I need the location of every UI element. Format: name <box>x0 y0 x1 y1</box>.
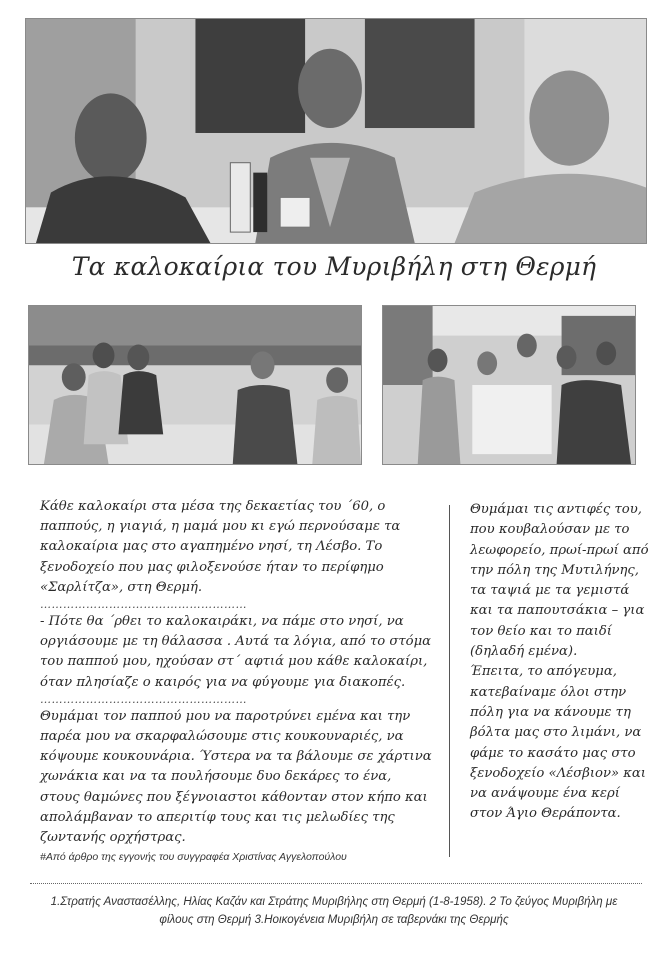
paragraph-evening-walk: Έπειτα, το απόγευμα, κατεβαίναμε όλοι στην πόλη για να κάνουμε τη βόλτα μας στο λιμάνι, να φάμε το κασάτο μας στο ξενοδοχείο «Λέσβιον» και να ανάψουμε ένα κερί στον Άγιο Θεράποντα. <box>470 664 646 822</box>
column-divider <box>449 505 450 857</box>
dotted-separator: ……………………………………………… <box>40 598 247 612</box>
article-right-column <box>470 500 650 825</box>
photo-right-illustration <box>383 306 635 464</box>
photo-three-men-at-table <box>25 18 647 244</box>
article-left-column <box>40 497 432 865</box>
caption-separator <box>30 883 642 884</box>
dotted-separator: ……………………………………………… <box>40 692 247 706</box>
article-title: Τα καλοκαίρια του Μυριβήλη στη Θερμή <box>71 252 597 281</box>
paragraph-summers: Κάθε καλοκαίρι στα μέσα της δεκαετίας του ΄60, ο παππούς, η γιαγιά, η μαμά μου κι εγώ περνούσαμε τα καλοκαίρια μας στο αγαπημένο νησί, τη Λέσβο. Το ξενοδοχείο που μας φιλοξενούσε ήταν το περίφημο «Σαρλίτζα», στη Θερμή. <box>40 499 401 595</box>
photo-captions: 1.Στρατής Αναστασέλλης, Ηλίας Καζάν και Στράτης Μυριβήλης στη Θερμή (1-8-1958). 2 Το ζεύγος Μυριβήλη με φίλους στη Θερμή 3.Ηοικογένεια Μυριβήλη σε ταβερνάκι της Θερμής <box>50 895 618 926</box>
paragraph-relatives: Θυμάμαι τις αντιφές του, που κουβαλούσαν με το λεωφορείο, πρωί-πρωί από την πόλη της Μυτιλήνης, τα ταψιά με τα γεμιστά και τα παπουτσάκια – για τον θείο και το παιδί (δηλαδή εμένα). <box>470 502 649 660</box>
paragraph-pine-cones: Θυμάμαι τον παππού μου να παροτρύνει εμένα και την παρέα μου να σκαρφαλώσουμε στις κουκουναριές, να κόψουμε κουκουνάρια. Ύστερα να τα βάλουμε σε χάρτινα χωνάκια και να τα πουλήσουμε δυο δεκάρες το ένα, στους θαμώνες που ξέγνοιαστοι κάθονταν στον κήπο και απολάμβαναν το απεριτίφ τους και τις μελωδίες της ζωντανής ορχήστρας. <box>40 708 432 846</box>
photo-left-illustration <box>29 306 361 464</box>
paragraph-grandfather-quote: - Πότε θα ΄ρθει το καλοκαιράκι, να πάμε στο νησί, να οργιάσουμε με τη θάλασσα . Αυτά τα λόγια, από το στόμα του παππού μου, ηχούσαν στ΄ αφτιά μου κάθε καλοκαίρι, όταν πλησίαζε ο καιρός για να φύγουμε για διακοπές. <box>40 614 432 690</box>
photo-family-at-tavern <box>382 305 636 465</box>
article-source: #Από άρθρο της εγγονής του συγγραφέα Χριστίνας Αγγελοπούλου <box>40 851 347 864</box>
photo-couple-with-friends <box>28 305 362 465</box>
photo-top-illustration <box>26 19 646 243</box>
